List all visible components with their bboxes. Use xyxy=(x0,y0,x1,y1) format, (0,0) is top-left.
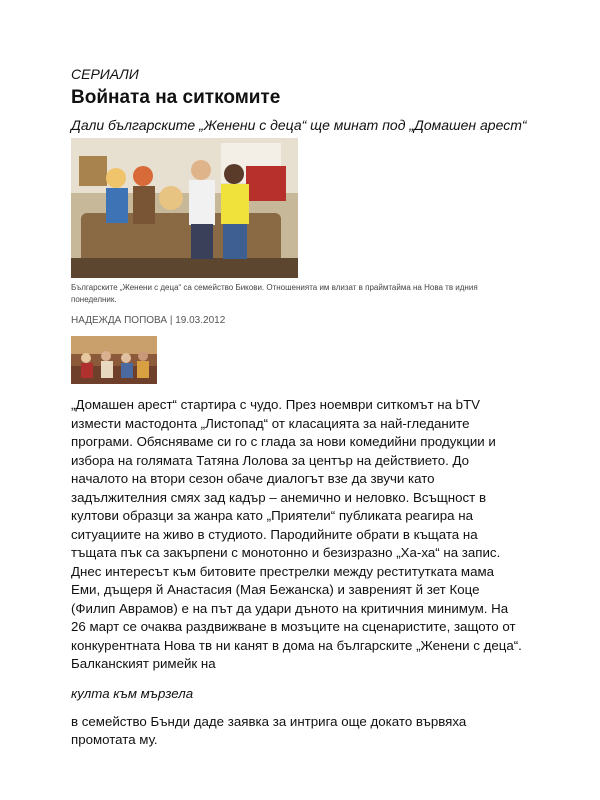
thumbnail-photo[interactable] xyxy=(71,336,157,384)
pull-quote: култа към мързела xyxy=(71,685,194,701)
article-subtitle: Дали българските „Женени с деца“ ще минат под „Домашен арест“ xyxy=(71,117,527,133)
photo-caption: Българските „Женени с деца“ са семейство Бикови. Отношенията им влизат в праймтайма на Нова тв идния понеделник. xyxy=(71,283,478,304)
article xyxy=(71,66,531,750)
article-body: „Домашен арест“ стартира с чудо. През ноември ситкомът на bTV измести мастодонта „Листопад“ от класацията за най-гледаните програми. Обясняваме си го с глада за нови комедийни продукции и избора на голямата Татяна Лолова за център на действието. До началото на втори сезон обаче диалогът взе да звучи като задължителния смях зад кадър – анемично и неловко. Всъщност в култови образци за жанра като „Приятели“ публиката реагира на ситуациите на живо в студиото. Пародийните обрати в къщата на тъщата пък са закърпени с монотонно и безизразно „Ха-ха“ на запис. Днес интересът към битовите престрелки между реститутката мама Еми, дъщеря й Анастасия (Мая Бежанска) и завреният й зет Коце (Филип Аврамов) е на път да удари дъното на критичния минимум. На 26 март се очаква раздвижване в мозъците на сценаристите, защото от конкурентната Нова тв ни канят в дома на българските „Женени с деца“. Балканският римейк на xyxy=(71,397,522,671)
section-rubric[interactable]: СЕРИАЛИ xyxy=(71,66,139,82)
article-body-continued: в семейство Бънди даде заявка за интрига още докато вървяха промотата му. xyxy=(71,713,467,747)
byline: НАДЕЖДА ПОПОВА | 19.03.2012 xyxy=(71,315,226,326)
main-photo xyxy=(71,138,298,278)
article-title: Войната на ситкомите xyxy=(71,87,281,108)
